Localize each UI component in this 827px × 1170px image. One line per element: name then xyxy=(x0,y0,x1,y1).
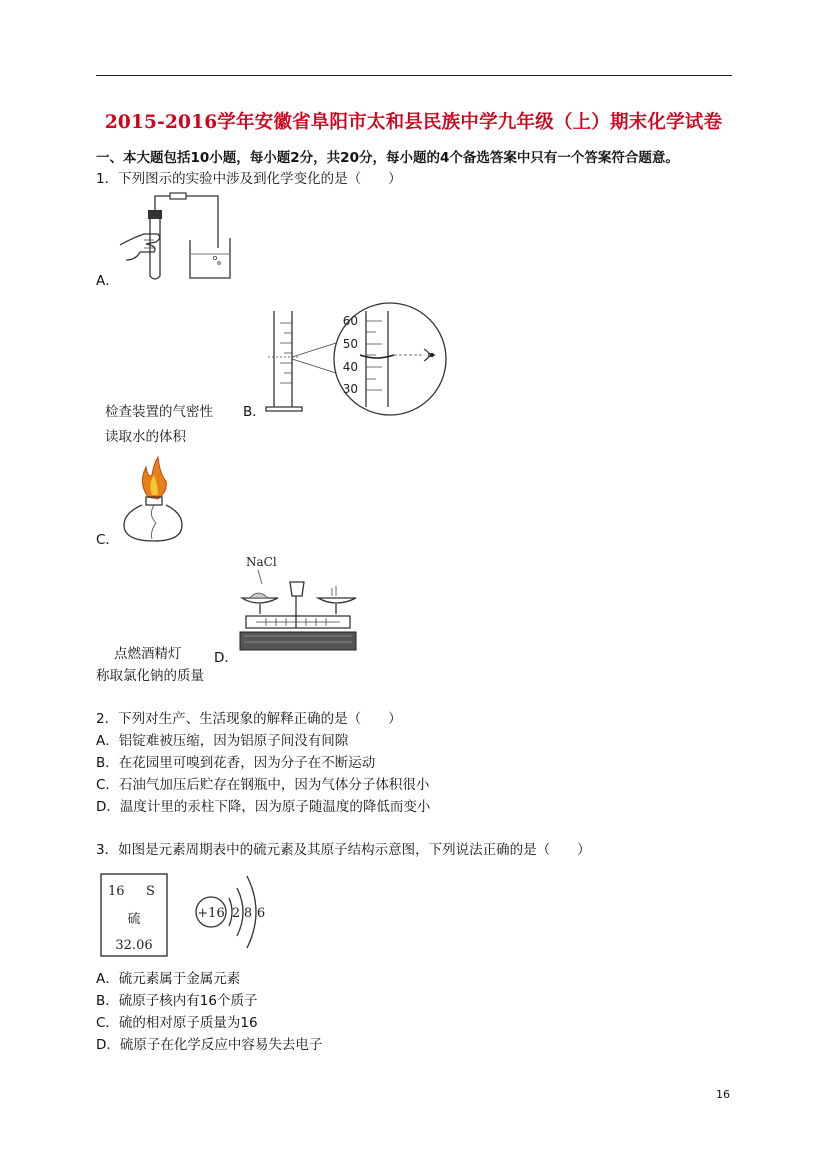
section-heading: 一、本大题包括10小题，每小题2分，共20分，每小题的4个备选答案中只有一个答案符合题意。 xyxy=(96,150,679,166)
q2-option-d: D．温度计里的汞柱下降，因为原子随温度的降低而变小 xyxy=(96,799,431,815)
atom-shell-2: 8 xyxy=(243,906,253,921)
cylinder-tick-50: 50 xyxy=(342,337,358,351)
q1-option-a-caption: 检查装置的气密性 xyxy=(105,404,213,420)
atom-nucleus: +16 xyxy=(197,906,225,921)
cylinder-tick-30: 30 xyxy=(342,382,358,396)
figure-sulfur-element-card xyxy=(100,873,168,957)
page-title: 2015-2016学年安徽省阜阳市太和县民族中学九年级（上）期末化学试卷 xyxy=(104,112,723,133)
figure-balance-nacl xyxy=(236,552,360,660)
q3-option-a: A．硫元素属于金属元素 xyxy=(96,971,241,987)
atom-shell-3: 6 xyxy=(256,906,266,921)
element-mass: 32.06 xyxy=(115,938,153,953)
question-1-stem: 1．下列图示的实验中涉及到化学变化的是（ ） xyxy=(96,171,402,187)
q1-option-c-caption: 点燃酒精灯 xyxy=(114,646,182,662)
element-number: 16 xyxy=(108,884,125,899)
element-symbol: S xyxy=(146,884,155,899)
q3-option-d: D．硫原子在化学反应中容易失去电子 xyxy=(96,1037,323,1053)
q1-option-d-caption: 称取氯化钠的质量 xyxy=(96,668,204,684)
cylinder-tick-60: 60 xyxy=(342,314,358,328)
question-2-stem: 2．下列对生产、生活现象的解释正确的是（ ） xyxy=(96,711,402,727)
figure-lighting-alcohol-lamp xyxy=(118,453,184,545)
element-name: 硫 xyxy=(127,912,141,927)
nacl-label: NaCl xyxy=(246,555,277,569)
figure-airtightness-check xyxy=(118,190,238,285)
page-number: 16 xyxy=(716,1088,730,1101)
q2-option-c: C．石油气加压后贮存在钢瓶中，因为气体分子体积很小 xyxy=(96,777,430,793)
q3-option-b: B．硫原子核内有16个质子 xyxy=(96,993,258,1009)
q2-option-b: B．在花园里可嗅到花香，因为分子在不断运动 xyxy=(96,755,376,771)
figure-cylinder-reading xyxy=(258,303,448,415)
q1-option-c-label: C． xyxy=(96,532,119,548)
q1-option-b-label: B． xyxy=(243,404,266,420)
header-rule xyxy=(96,75,732,76)
q2-option-a: A．铝锭难被压缩，因为铝原子间没有间隙 xyxy=(96,733,349,749)
q1-option-d-label: D． xyxy=(214,650,238,666)
cylinder-tick-40: 40 xyxy=(342,360,358,374)
question-3-stem: 3．如图是元素周期表中的硫元素及其原子结构示意图，下列说法正确的是（ ） xyxy=(96,842,591,858)
atom-shell-1: 2 xyxy=(231,906,241,921)
q3-option-c: C．硫的相对原子质量为16 xyxy=(96,1015,258,1031)
q1-option-b-caption: 读取水的体积 xyxy=(105,429,186,445)
q1-option-a-label: A． xyxy=(96,273,119,289)
figure-sulfur-atom-structure xyxy=(193,866,273,958)
